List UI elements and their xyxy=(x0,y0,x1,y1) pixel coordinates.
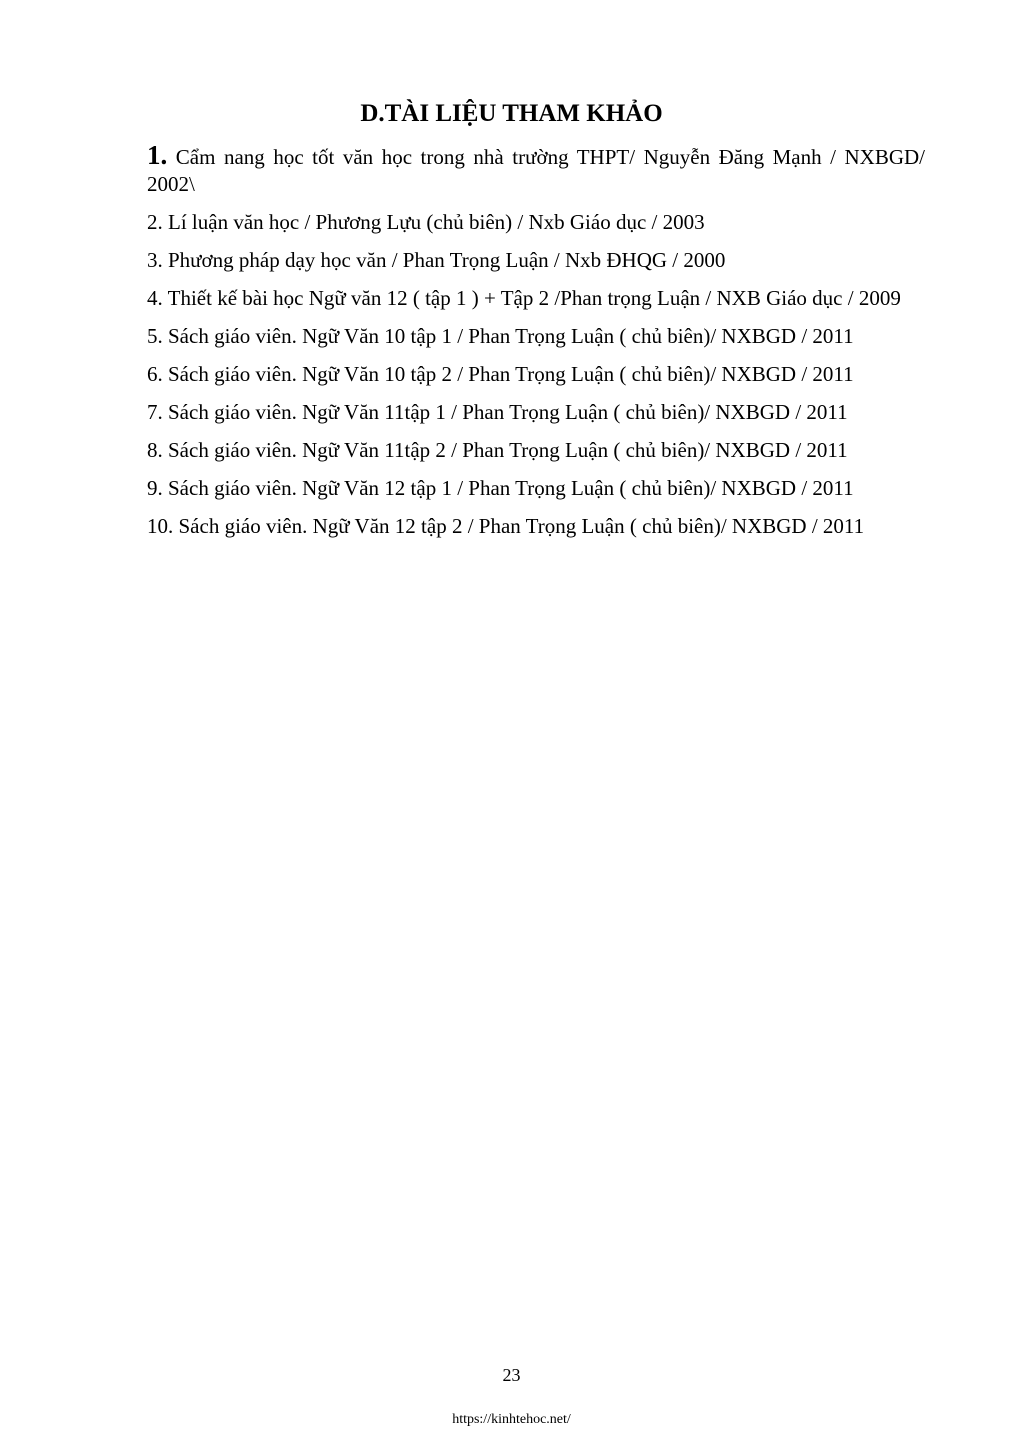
reference-number: 5. xyxy=(147,324,163,348)
reference-item-7 xyxy=(147,399,925,426)
page-number: 23 xyxy=(502,1365,521,1385)
reference-text: Phương pháp dạy học văn / Phan Trọng Luận / Nxb ĐHQG / 2000 xyxy=(162,248,726,272)
reference-number: 1. xyxy=(147,140,168,170)
reference-text: Sách giáo viên. Ngữ Văn 12 tập 1 / Phan Trọng Luận ( chủ biên)/ NXBGD / 2011 xyxy=(162,476,854,500)
reference-item-6 xyxy=(147,361,925,388)
reference-text: Sách giáo viên. Ngữ Văn 10 tập 1 / Phan Trọng Luận ( chủ biên)/ NXBGD / 2011 xyxy=(162,324,854,348)
reference-number: 7. xyxy=(147,400,163,424)
reference-number: 3. xyxy=(147,248,163,272)
reference-number: 2. xyxy=(147,210,163,234)
reference-text: Thiết kế bài học Ngữ văn 12 ( tập 1 ) + Tập 2 /Phan trọng Luận / NXB Giáo dục / 2009 xyxy=(162,286,901,310)
reference-text: Cẩm nang học tốt văn học trong nhà trường THPT/ Nguyễn Đăng Mạnh / NXBGD/ 2002\ xyxy=(147,145,925,196)
reference-item-2 xyxy=(147,209,925,236)
reference-item-5 xyxy=(147,323,925,350)
page-title: D.TÀI LIỆU THAM KHẢO xyxy=(360,100,663,127)
reference-text: Sách giáo viên. Ngữ Văn 10 tập 2 / Phan Trọng Luận ( chủ biên)/ NXBGD / 2011 xyxy=(162,362,854,386)
reference-number: 4. xyxy=(147,286,163,310)
reference-text: Sách giáo viên. Ngữ Văn 11tập 2 / Phan Trọng Luận ( chủ biên)/ NXBGD / 2011 xyxy=(162,438,848,462)
reference-item-1 xyxy=(147,142,925,198)
reference-text: Sách giáo viên. Ngữ Văn 12 tập 2 / Phan Trọng Luận ( chủ biên)/ NXBGD / 2011 xyxy=(173,514,865,538)
reference-item-8 xyxy=(147,437,925,464)
reference-number: 8. xyxy=(147,438,163,462)
footer-url[interactable]: https://kinhtehoc.net/ xyxy=(452,1412,571,1427)
reference-item-3 xyxy=(147,247,925,274)
reference-item-10 xyxy=(147,513,925,540)
reference-number: 6. xyxy=(147,362,163,386)
reference-text: Lí luận văn học / Phương Lựu (chủ biên) / Nxb Giáo dục / 2003 xyxy=(162,210,705,234)
reference-text: Sách giáo viên. Ngữ Văn 11tập 1 / Phan Trọng Luận ( chủ biên)/ NXBGD / 2011 xyxy=(162,400,848,424)
reference-number: 9. xyxy=(147,476,163,500)
reference-item-4 xyxy=(147,285,925,312)
reference-list xyxy=(147,142,925,551)
reference-number: 10. xyxy=(147,514,174,538)
reference-item-9 xyxy=(147,475,925,502)
